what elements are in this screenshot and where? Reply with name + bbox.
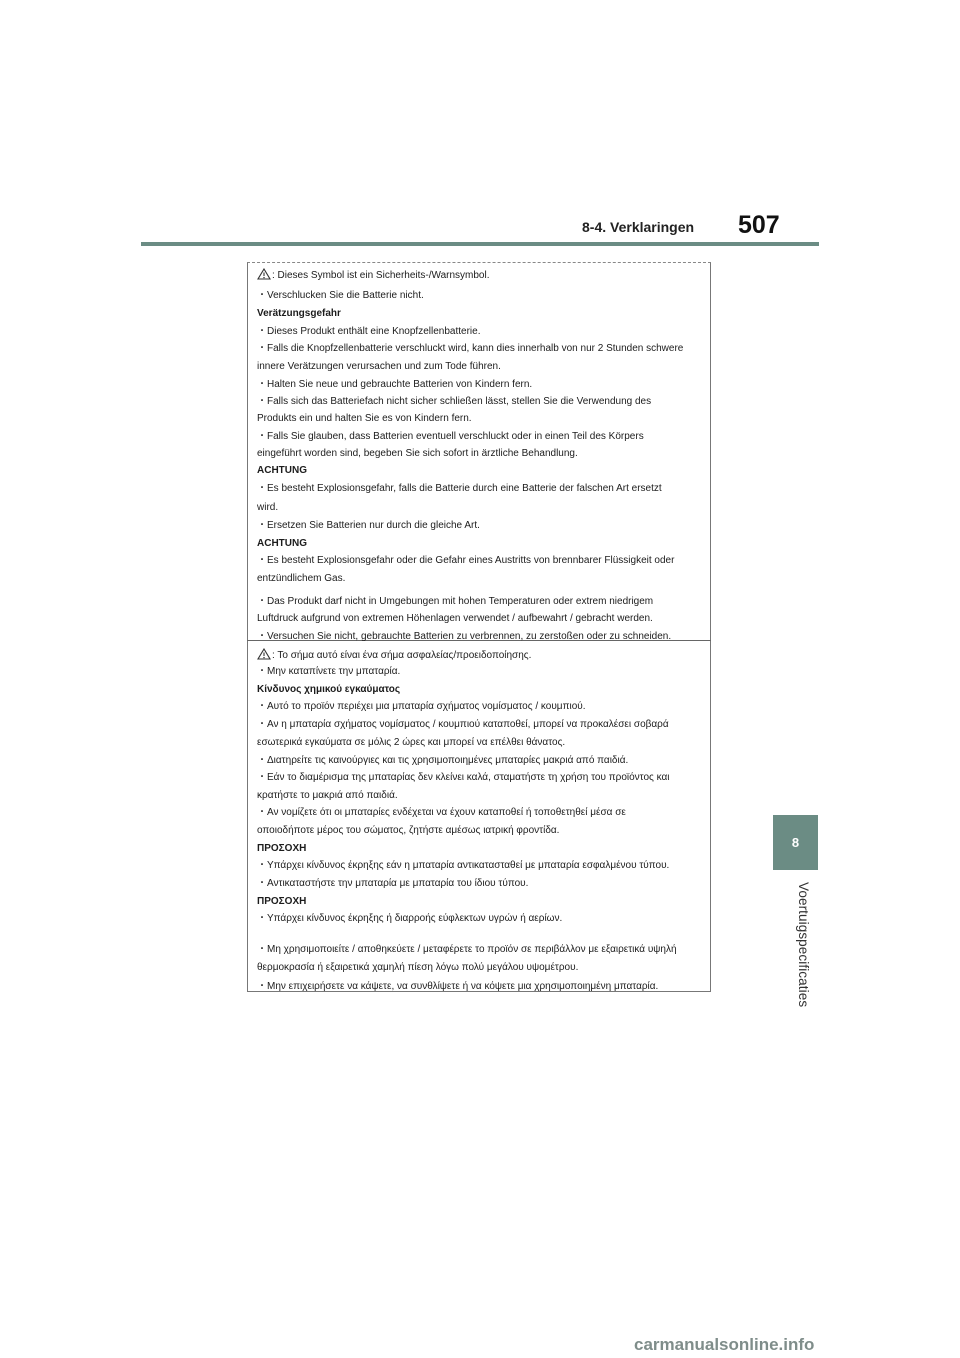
greek-line-text: ・Αν νομίζετε ότι οι μπαταρίες ενδέχεται να έχουν καταποθεί ή τοποθετηθεί μέσα σε xyxy=(257,807,626,818)
german-line-text: ・Falls sich das Batteriefach nicht sicher schließen lässt, stellen Sie die Verwendung des xyxy=(257,396,652,407)
greek-line xyxy=(257,807,626,819)
chapter-side-label: Voertuigspecificaties xyxy=(796,882,811,1008)
german-line xyxy=(257,520,480,532)
greek-line-text: ・Μη χρησιμοποιείτε / αποθηκεύετε / μεταφέρετε το προϊόν σε περιβάλλον με εξαιρετικά υψηλή xyxy=(257,944,677,955)
greek-line-text: κρατήστε το μακριά από παιδιά. xyxy=(257,790,398,801)
german-line-text: ・Falls Sie glauben, dass Batterien eventuell verschluckt oder in einen Teil des Körpers xyxy=(257,431,644,442)
german-line xyxy=(257,596,653,608)
german-line xyxy=(257,268,489,284)
german-line xyxy=(257,631,671,643)
warning-triangle-icon xyxy=(257,648,271,664)
greek-line-text: ・Αν η μπαταρία σχήματος νομίσματος / κουμπιού καταποθεί, μπορεί να προκαλέσει σοβαρά xyxy=(257,719,669,730)
german-line xyxy=(257,502,278,514)
greek-line xyxy=(257,944,677,956)
german-line xyxy=(257,379,532,391)
greek-line xyxy=(257,913,562,925)
german-line-text: : Dieses Symbol ist ein Sicherheits-/Warnsymbol. xyxy=(272,270,490,281)
german-line-text: ・Ersetzen Sie Batterien nur durch die gleiche Art. xyxy=(257,520,480,531)
german-line xyxy=(257,555,674,567)
german-line xyxy=(257,448,578,460)
german-line-text: ・Es besteht Explosionsgefahr, falls die Batterie durch eine Batterie der falschen Art ersetzt xyxy=(257,483,662,494)
greek-line-text: ・Υπάρχει κίνδυνος έκρηξης εάν η μπαταρία αντικατασταθεί με μπαταρία εσφαλμένου τύπου. xyxy=(257,860,670,871)
chapter-tab: 8 xyxy=(773,815,818,870)
greek-line-text: θερμοκρασία ή εξαιρετικά χαμηλή πίεση λόγω πολύ μεγάλου υψομέτρου. xyxy=(257,962,579,973)
german-line xyxy=(257,413,472,425)
german-line xyxy=(257,361,501,373)
german-line xyxy=(257,483,662,495)
greek-line xyxy=(257,719,669,731)
german-line xyxy=(257,613,653,625)
german-line-text: Luftdruck aufgrund von extremen Höhenlagen verwendet / aufbewahrt / gebracht werden. xyxy=(257,613,653,624)
header-rule xyxy=(141,242,819,246)
warning-triangle-icon xyxy=(257,268,271,284)
page-number: 507 xyxy=(738,211,780,239)
german-line xyxy=(257,538,307,550)
greek-line-text: ・Διατηρείτε τις καινούργιες και τις χρησιμοποιημένες μπαταρίες μακριά από παιδιά. xyxy=(257,755,629,766)
greek-line-text: ・Υπάρχει κίνδυνος έκρηξης ή διαρροής εύφλεκτων υγρών ή αερίων. xyxy=(257,913,563,924)
german-line xyxy=(257,431,644,443)
german-line xyxy=(257,343,683,355)
german-line-text: wird. xyxy=(257,502,279,513)
greek-line xyxy=(257,737,565,749)
greek-line xyxy=(257,648,531,664)
german-line xyxy=(257,465,307,477)
german-line xyxy=(257,290,424,302)
greek-line-text: ΠΡΟΣΟΧΗ xyxy=(257,896,307,907)
german-line-text: ・Versuchen Sie nicht, gebrauchte Batterien zu verbrennen, zu zerstoßen oder zu schneiden. xyxy=(257,631,672,642)
german-line-text: ・Dieses Produkt enthält eine Knopfzellenbatterie. xyxy=(257,326,481,337)
german-line xyxy=(257,326,480,338)
german-line-text: ACHTUNG xyxy=(257,538,307,549)
greek-line-text: εσωτερικά εγκαύματα σε μόλις 2 ώρες και μπορεί να επέλθει θάνατος. xyxy=(257,737,566,748)
german-line-text: ・Das Produkt darf nicht in Umgebungen mit hohen Temperaturen oder extrem niedrigem xyxy=(257,596,654,607)
greek-line xyxy=(257,878,528,890)
greek-line-text: ・Εάν το διαμέρισμα της μπαταρίας δεν κλείνει καλά, σταματήστε τη χρήση του προϊόντος και xyxy=(257,772,670,783)
greek-line-text: Κίνδυνος χημικού εγκαύματος xyxy=(257,684,401,695)
german-line-text: entzündlichem Gas. xyxy=(257,573,346,584)
german-line-text: ・Falls die Knopfzellenbatterie verschluckt wird, kann dies innerhalb von nur 2 Stunden schwere xyxy=(257,343,684,354)
greek-line xyxy=(257,772,670,784)
greek-line xyxy=(257,843,306,855)
greek-line xyxy=(257,701,586,713)
greek-line-text: ΠΡΟΣΟΧΗ xyxy=(257,843,307,854)
german-line-text: Produkts ein und halten Sie es von Kindern fern. xyxy=(257,413,472,424)
german-line xyxy=(257,573,345,585)
german-line-text: innere Verätzungen verursachen und zum Tode führen. xyxy=(257,361,501,372)
greek-line xyxy=(257,962,578,974)
greek-line xyxy=(257,896,306,908)
german-line-text: ・Es besteht Explosionsgefahr oder die Gefahr eines Austritts von brennbarer Flüssigkeit oder xyxy=(257,555,675,566)
greek-line xyxy=(257,666,400,678)
greek-line xyxy=(257,825,559,837)
greek-line-text: ・Μην καταπίνετε την μπαταρία. xyxy=(257,666,401,677)
greek-line xyxy=(257,860,669,872)
german-line-text: ・Halten Sie neue und gebrauchte Batterien von Kindern fern. xyxy=(257,379,533,390)
greek-line-text: : Το σήμα αυτό είναι ένα σήμα ασφαλείας/προειδοποίησης. xyxy=(272,650,532,661)
german-line xyxy=(257,308,341,320)
greek-line xyxy=(257,755,628,767)
greek-line xyxy=(257,790,398,802)
german-line-text: eingeführt worden sind, begeben Sie sich sofort in ärztliche Behandlung. xyxy=(257,448,578,459)
greek-line xyxy=(257,981,658,993)
german-line-text: Verätzungsgefahr xyxy=(257,308,341,319)
german-line xyxy=(257,396,651,408)
greek-line-text: οποιοδήποτε μέρος του σώματος, ζητήστε αμέσως ιατρική φροντίδα. xyxy=(257,825,560,836)
german-line-text: ACHTUNG xyxy=(257,465,307,476)
section-title: 8-4. Verklaringen xyxy=(582,219,695,235)
greek-line xyxy=(257,684,400,696)
greek-line-text: ・Αντικαταστήστε την μπαταρία με μπαταρία του ίδιου τύπου. xyxy=(257,878,529,889)
greek-line-text: ・Μην επιχειρήσετε να κάψετε, να συνθλίψετε ή να κόψετε μια χρησιμοποιημένη μπαταρία. xyxy=(257,981,659,992)
greek-line-text: ・Αυτό το προϊόν περιέχει μια μπαταρία σχήματος νομίσματος / κουμπιού. xyxy=(257,701,586,712)
german-line-text: ・Verschlucken Sie die Batterie nicht. xyxy=(257,290,424,301)
footer-watermark: carmanualsonline.info xyxy=(634,1335,815,1354)
